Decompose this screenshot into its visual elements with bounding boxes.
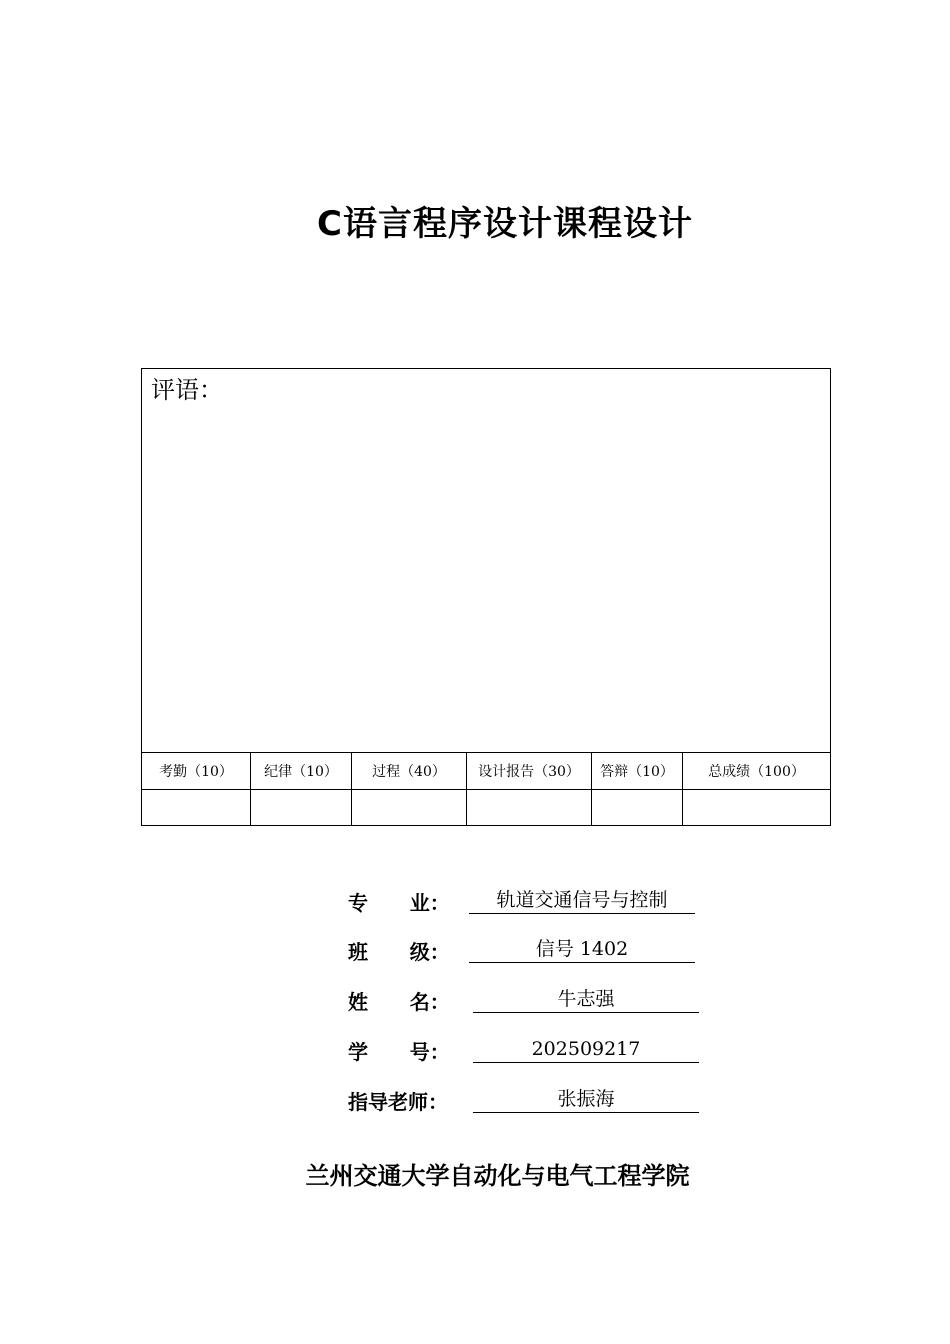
score-header-discipline: 纪律（10）: [251, 753, 352, 789]
score-value-report: [467, 790, 592, 825]
evaluation-table: [141, 368, 831, 826]
comment-label: 评语：: [151, 376, 223, 404]
info-value: 轨道交通信号与控制: [469, 887, 695, 914]
score-value-process: [352, 790, 467, 825]
score-value-defense: [592, 790, 683, 825]
page-title: C语言程序设计课程设计: [317, 204, 693, 244]
score-header-attendance: 考勤（10）: [142, 753, 251, 789]
info-value: 张振海: [473, 1086, 699, 1113]
footer-institution: 兰州交通大学自动化与电气工程学院: [305, 1162, 690, 1190]
score-value-attendance: [142, 790, 251, 825]
info-label: 姓 名：: [348, 990, 450, 1014]
info-label: 班 级：: [348, 940, 450, 964]
info-label: 指导老师：: [348, 1090, 448, 1114]
score-header-process: 过程（40）: [352, 753, 467, 789]
score-header-defense: 答辩（10）: [592, 753, 683, 789]
score-value-row: [142, 790, 830, 825]
score-header-report: 设计报告（30）: [467, 753, 592, 789]
info-value: 信号 1402: [469, 936, 695, 963]
score-value-discipline: [251, 790, 352, 825]
info-value: 牛志强: [473, 986, 699, 1013]
score-value-total: [683, 790, 830, 825]
info-value: 202509217: [473, 1036, 699, 1063]
score-header-row: [142, 753, 830, 790]
comment-box: [142, 369, 830, 753]
info-label: 学 号：: [348, 1040, 450, 1064]
info-label: 专 业：: [348, 891, 450, 915]
score-header-total: 总成绩（100）: [708, 764, 805, 780]
